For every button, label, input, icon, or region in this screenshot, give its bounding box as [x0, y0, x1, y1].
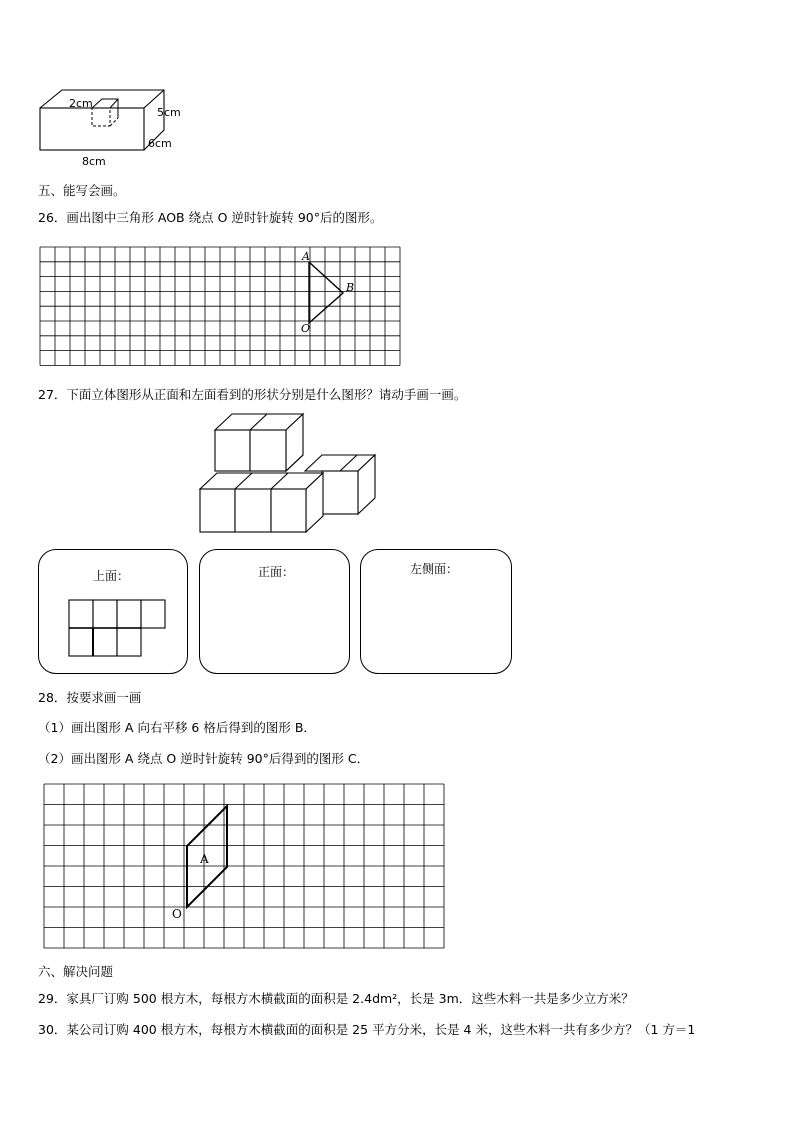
- question-28-part1: （1）画出图形 A 向右平移 6 格后得到的图形 B．: [38, 720, 316, 735]
- top-view-label: 上面：: [93, 569, 130, 583]
- q26-label-a: A: [302, 250, 310, 263]
- question-27-text: 27．下面立体图形从正面和左面看到的形状分别是什么图形？请动手画一画。: [38, 387, 467, 402]
- question-28-text: 28．按要求画一画: [38, 690, 142, 705]
- left-view-label: 左侧面：: [410, 562, 459, 576]
- q28-label-o: O: [172, 907, 182, 921]
- front-view-box[interactable]: [199, 549, 350, 674]
- left-view-box[interactable]: [360, 549, 512, 674]
- q27-cube-figure: [195, 410, 380, 540]
- question-30-text: 30．某公司订购 400 根方木，每根方木横截面的面积是 25 平方分米，长是 4 米，这些木料一共有多少方？（1 方＝1: [38, 1022, 696, 1037]
- section-5-heading: 五、能写会画。: [38, 183, 126, 198]
- section-6-heading: 六、解决问题: [38, 964, 114, 979]
- q26-grid: [38, 245, 404, 367]
- q26-label-b: B: [346, 281, 355, 294]
- front-view-label: 正面：: [258, 565, 295, 579]
- question-29-text: 29．家具厂订购 500 根方木，每根方木横截面的面积是 2.4dm²，长是 3m．这些木料一共是多少立方米？: [38, 991, 634, 1006]
- cuboid-top-label: 2cm: [69, 97, 93, 110]
- q28-grid: [38, 781, 448, 953]
- question-26-text: 26．画出图中三角形 AOB 绕点 O 逆时针旋转 90°后的图形。: [38, 210, 383, 225]
- q26-label-o: O: [301, 322, 311, 335]
- question-28-part2: （2）画出图形 A 绕点 O 逆时针旋转 90°后得到的图形 C．: [38, 751, 370, 766]
- cuboid-depth-label: 6cm: [148, 137, 172, 150]
- q28-label-a: A: [200, 852, 209, 866]
- cuboid-figure: [30, 80, 200, 172]
- top-view-drawing: [68, 599, 168, 659]
- top-view-box: [38, 549, 188, 674]
- cuboid-right-label: 5cm: [157, 106, 181, 119]
- cuboid-bottom-label: 8cm: [82, 155, 106, 168]
